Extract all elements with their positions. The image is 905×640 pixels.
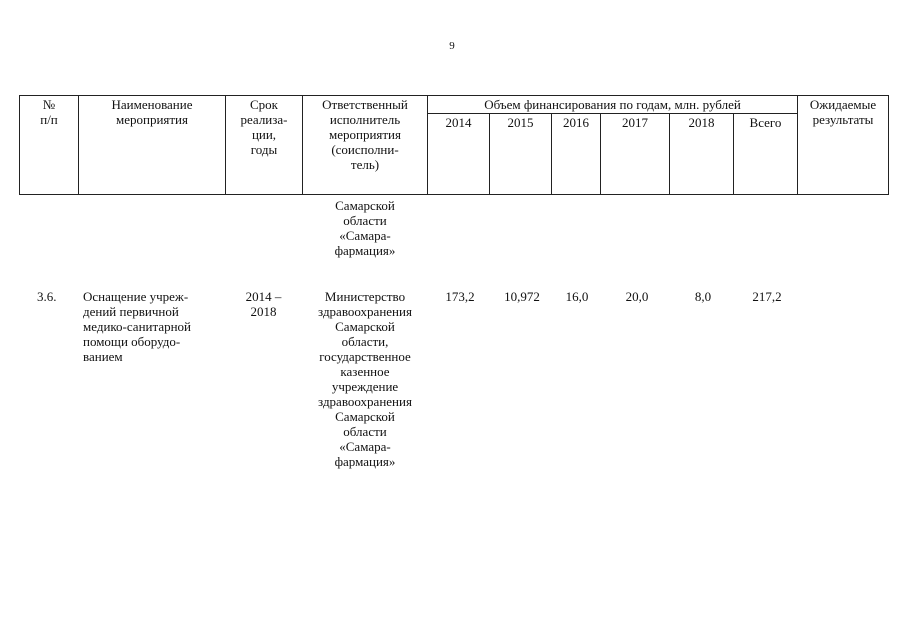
row-value-total: 217,2 [752, 289, 782, 304]
page-number: 9 [449, 40, 455, 52]
row-number: 3.6. [37, 289, 57, 304]
row-term: 2014 – 2018 [245, 289, 282, 319]
header-cell-number: № п/п [20, 96, 79, 195]
continuation-executor: Самарской области «Самара- фармация» [334, 198, 396, 258]
row-value-2015: 10,972 [504, 289, 540, 304]
header-year-2018: 2018 [670, 114, 734, 195]
row-value-2016: 16,0 [565, 289, 589, 304]
header-cell-term: Срок реализа- ции, годы [226, 96, 303, 195]
row-value-2018: 8,0 [694, 289, 712, 304]
header-cell-results: Ожидаемые результаты [798, 96, 889, 195]
header-cell-funding: Объем финансирования по годам, млн. рублей [428, 96, 798, 114]
header-cell-name: Наименование мероприятия [79, 96, 226, 195]
row-name: Оснащение учреж- дений первичной медико-санитарной помощи оборудо- ванием [83, 289, 192, 364]
table-header [19, 95, 889, 195]
header-cell-executor: Ответственный исполнитель мероприятия (соисполни- тель) [303, 96, 428, 195]
header-year-2017: 2017 [601, 114, 670, 195]
row-value-2014: 173,2 [445, 289, 475, 304]
header-year-2014: 2014 [428, 114, 490, 195]
row-value-2017: 20,0 [625, 289, 649, 304]
header-year-2016: 2016 [552, 114, 601, 195]
header-year-2015: 2015 [490, 114, 552, 195]
header-year-total: Всего [734, 114, 798, 195]
row-executor: Министерство здравоохранения Самарской области, государственное казенное учреждение здравоохранения Самарской области «Самара- фармация» [318, 289, 412, 469]
